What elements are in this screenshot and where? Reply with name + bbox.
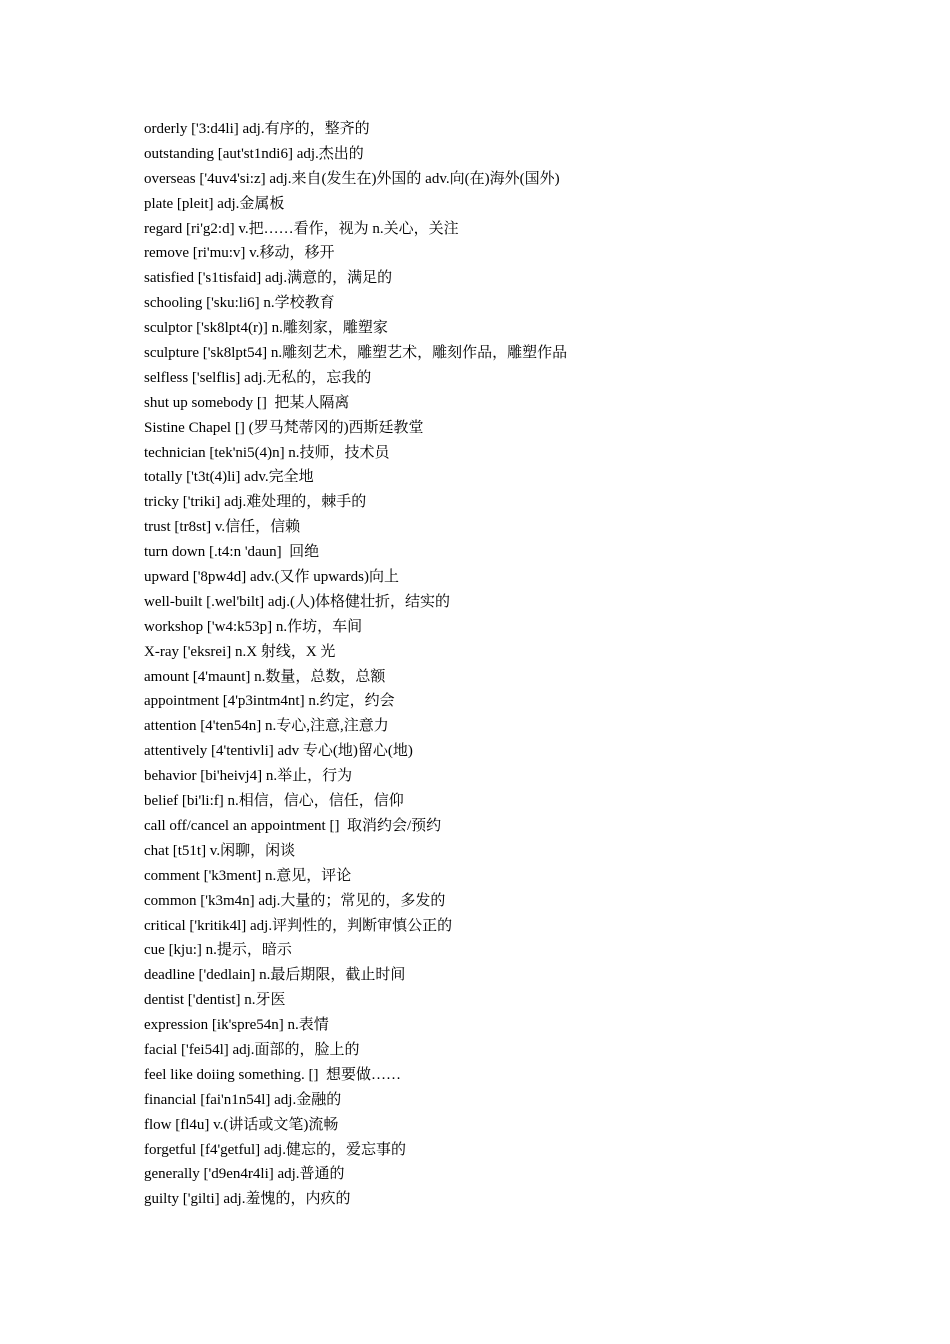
vocabulary-entry: flow [fl4u] v.(讲话或文笔)流畅 bbox=[144, 1116, 339, 1133]
vocabulary-entry: workshop ['w4:k53p] n.作坊，车间 bbox=[144, 618, 363, 635]
vocabulary-entry: forgetful [f4'getful] adj.健忘的，爱忘事的 bbox=[144, 1141, 406, 1158]
vocabulary-entry: selfless ['selflis] adj.无私的，忘我的 bbox=[144, 369, 372, 386]
vocabulary-entry: financial [fai'n1n54l] adj.金融的 bbox=[144, 1091, 342, 1108]
vocabulary-entry: upward ['8pw4d] adv.(又作 upwards)向上 bbox=[144, 569, 400, 586]
vocabulary-entry: dentist ['dentist] n.牙医 bbox=[144, 992, 286, 1009]
vocabulary-entry: common ['k3m4n] adj.大量的；常见的，多发的 bbox=[144, 892, 446, 909]
vocabulary-list bbox=[144, 117, 567, 1212]
vocabulary-entry: sculpture ['sk8lpt54] n.雕刻艺术，雕塑艺术，雕刻作品，雕塑作品 bbox=[144, 345, 568, 362]
vocabulary-entry: X-ray ['eksrei] n.X 射线，X 光 bbox=[144, 643, 336, 660]
vocabulary-entry: remove [ri'mu:v] v.移动，移开 bbox=[144, 245, 335, 262]
vocabulary-entry: plate [pleit] adj.金属板 bbox=[144, 195, 285, 212]
vocabulary-entry: amount [4'maunt] n.数量，总数，总额 bbox=[144, 668, 386, 685]
vocabulary-entry: attentively [4'tentivli] adv 专心(地)留心(地) bbox=[144, 743, 413, 760]
vocabulary-entry: Sistine Chapel [] (罗马梵蒂冈的)西斯廷教堂 bbox=[144, 419, 424, 436]
vocabulary-entry: satisfied ['s1tisfaid] adj.满意的，满足的 bbox=[144, 270, 393, 287]
vocabulary-entry: guilty ['gilti] adj.羞愧的，内疚的 bbox=[144, 1191, 351, 1208]
vocabulary-entry: call off/cancel an appointment [] 取消约会/预约 bbox=[144, 817, 442, 834]
vocabulary-entry: technician [tek'ni5(4)n] n.技师，技术员 bbox=[144, 444, 390, 461]
vocabulary-entry: overseas ['4uv4'si:z] adj.来自(发生在)外国的 adv.向(在)海外(国外) bbox=[144, 170, 560, 187]
vocabulary-entry: turn down [.t4:n 'daun] 回绝 bbox=[144, 544, 320, 561]
vocabulary-entry: orderly ['3:d4li] adj.有序的，整齐的 bbox=[144, 121, 370, 137]
vocabulary-entry: totally ['t3t(4)li] adv.完全地 bbox=[144, 469, 314, 486]
vocabulary-entry: sculptor ['sk8lpt4(r)] n.雕刻家，雕塑家 bbox=[144, 320, 388, 337]
vocabulary-entry: well-built [.wel'bilt] adj.(人)体格健壮折，结实的 bbox=[144, 593, 450, 610]
vocabulary-entry: critical ['kritik4l] adj.评判性的，判断审慎公正的 bbox=[144, 917, 453, 934]
vocabulary-entry: tricky ['triki] adj.难处理的，棘手的 bbox=[144, 494, 367, 511]
vocabulary-entry: belief [bi'li:f] n.相信，信心，信任，信仰 bbox=[144, 793, 404, 810]
vocabulary-entry: behavior [bi'heivj4] n.举止，行为 bbox=[144, 768, 353, 785]
vocabulary-entry: chat [t51t] v.闲聊，闲谈 bbox=[144, 842, 296, 859]
vocabulary-entry: trust [tr8st] v.信任，信赖 bbox=[144, 519, 301, 536]
vocabulary-entry: cue [kju:] n.提示，暗示 bbox=[144, 942, 292, 959]
vocabulary-entry: generally ['d9en4r4li] adj.普通的 bbox=[144, 1166, 345, 1183]
vocabulary-entry: outstanding [aut'st1ndi6] adj.杰出的 bbox=[144, 145, 364, 162]
vocabulary-entry: facial ['fei54l] adj.面部的，脸上的 bbox=[144, 1041, 360, 1058]
vocabulary-entry: schooling ['sku:li6] n.学校教育 bbox=[144, 295, 335, 312]
vocabulary-entry: feel like doiing something. [] 想要做…… bbox=[144, 1066, 402, 1083]
vocabulary-entry: shut up somebody [] 把某人隔离 bbox=[144, 394, 350, 411]
vocabulary-entry: deadline ['dedlain] n.最后期限，截止时间 bbox=[144, 967, 406, 984]
vocabulary-entry: attention [4'ten54n] n.专心,注意,注意力 bbox=[144, 718, 389, 735]
vocabulary-entry: comment ['k3ment] n.意见，评论 bbox=[144, 867, 352, 884]
vocabulary-entry: expression [ik'spre54n] n.表情 bbox=[144, 1017, 329, 1034]
vocabulary-entry: regard [ri'g2:d] v.把……看作，视为 n.关心，关注 bbox=[144, 220, 459, 237]
vocabulary-entry: appointment [4'p3intm4nt] n.约定，约会 bbox=[144, 693, 395, 710]
